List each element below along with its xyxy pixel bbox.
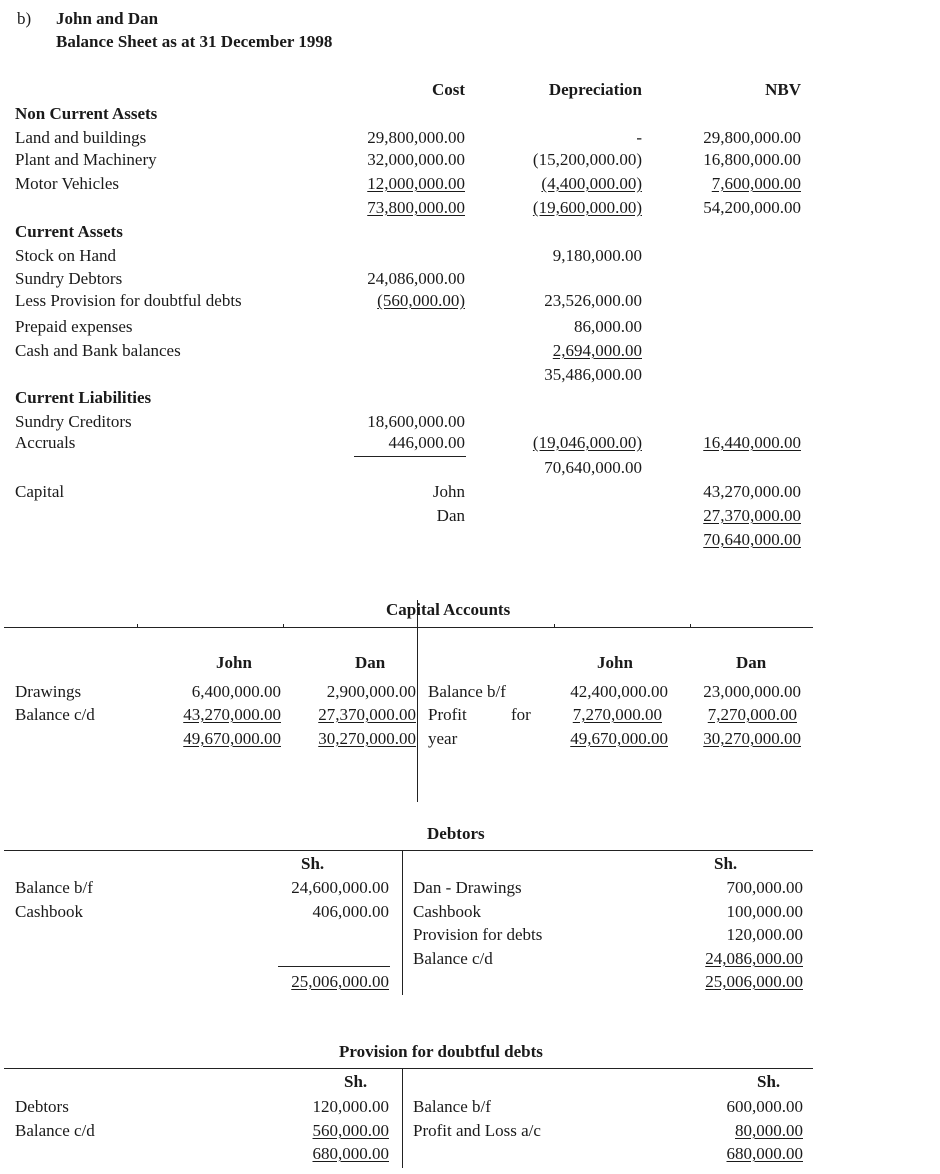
row-label: Balance c/d: [413, 949, 493, 968]
row-value: 560,000.00: [312, 1121, 389, 1140]
capital-john-value: 43,270,000.00: [703, 482, 801, 501]
dan-total: 30,270,000.00: [703, 729, 801, 748]
net-current-assets: 16,440,000.00: [703, 433, 801, 452]
col-header-depreciation: Depreciation: [548, 80, 642, 99]
row-value: 600,000.00: [726, 1097, 803, 1116]
row-label: Accruals: [15, 433, 76, 452]
subtotal-rule: [354, 456, 466, 457]
row-value: 24,086,000.00: [705, 949, 803, 968]
rule-tick: [554, 624, 555, 628]
row-value: 700,000.00: [726, 878, 803, 897]
row-label: Sundry Creditors: [15, 412, 132, 431]
row-label: Profit and Loss a/c: [413, 1121, 541, 1140]
row-label: Balance b/f: [413, 1097, 491, 1116]
cost-value: 32,000,000.00: [367, 150, 465, 169]
currency-label: Sh.: [714, 854, 738, 873]
row-label: Plant and Machinery: [15, 150, 157, 169]
rule-tick: [283, 624, 284, 628]
right-total: 25,006,000.00: [705, 972, 803, 991]
left-total: 680,000.00: [312, 1144, 389, 1163]
row-label: Drawings: [15, 682, 82, 701]
account-title: Debtors: [427, 824, 485, 843]
row-label: Balance b/f: [428, 682, 506, 701]
provision-value: (560,000.00): [377, 291, 465, 310]
cost-total: 73,800,000.00: [367, 198, 465, 217]
nbv-value: 7,600,000.00: [711, 174, 801, 193]
row-label: Land and buildings: [15, 128, 147, 147]
section-heading-non-current: Non Current Assets: [15, 104, 158, 123]
row-value: 80,000.00: [735, 1121, 803, 1140]
account-title: Capital Accounts: [386, 600, 511, 619]
row-label: Prepaid expenses: [15, 317, 133, 336]
row-label: Cashbook: [15, 902, 83, 921]
john-value: 6,400,000.00: [191, 682, 281, 701]
depreciation-value: (4,400,000.00): [541, 174, 642, 193]
john-value: 42,400,000.00: [570, 682, 668, 701]
nbv-value: 29,800,000.00: [703, 128, 801, 147]
john-total: 49,670,000.00: [570, 729, 668, 748]
row-value: 120,000.00: [726, 925, 803, 944]
depreciation-value: -: [636, 128, 642, 147]
net-debtors-value: 23,526,000.00: [544, 291, 642, 310]
currency-label: Sh.: [301, 854, 325, 873]
row-label: Debtors: [15, 1097, 69, 1116]
row-label: Motor Vehicles: [15, 174, 120, 193]
john-value: 43,270,000.00: [183, 705, 281, 724]
net-assets-value: 70,640,000.00: [544, 458, 642, 477]
t-account-top-rule: [4, 1068, 813, 1069]
col-header-john: John: [216, 653, 252, 672]
row-label: Stock on Hand: [15, 246, 117, 265]
rule-tick: [690, 624, 691, 628]
dan-value: 23,000,000.00: [703, 682, 801, 701]
depreciation-value: (15,200,000.00): [532, 150, 642, 169]
currency-label: Sh.: [757, 1072, 781, 1091]
dan-value: 27,370,000.00: [318, 705, 416, 724]
page-title: Balance Sheet as at 31 December 1998: [56, 32, 333, 51]
capital-total: 70,640,000.00: [703, 530, 801, 549]
row-label: Dan - Drawings: [413, 878, 522, 897]
rule-tick: [137, 624, 138, 628]
depreciation-total: (19,600,000.00): [532, 198, 642, 217]
t-account-top-rule: [4, 850, 813, 851]
row-label: Balance c/d: [15, 705, 95, 724]
dan-value: 7,270,000.00: [707, 705, 797, 724]
row-value: 24,600,000.00: [291, 878, 389, 897]
left-total: 25,006,000.00: [291, 972, 389, 991]
nbv-value: 16,800,000.00: [703, 150, 801, 169]
currency-label: Sh.: [344, 1072, 368, 1091]
cost-value: 12,000,000.00: [367, 174, 465, 193]
dan-value: 2,900,000.00: [326, 682, 416, 701]
row-label: Sundry Debtors: [15, 269, 123, 288]
col-header-nbv: NBV: [765, 80, 801, 99]
john-total: 49,670,000.00: [183, 729, 281, 748]
row-label: Balance b/f: [15, 878, 93, 897]
capital-dan-value: 27,370,000.00: [703, 506, 801, 525]
row-value: 100,000.00: [726, 902, 803, 921]
t-account-divider: [402, 1068, 403, 1168]
debtors-value: 24,086,000.00: [367, 269, 465, 288]
capital-label: Capital: [15, 482, 65, 501]
stock-value: 9,180,000.00: [552, 246, 642, 265]
row-label: Cashbook: [413, 902, 481, 921]
t-account-top-rule: [4, 627, 813, 628]
row-label: Provision for debts: [413, 925, 543, 944]
col-header-dan: Dan: [355, 653, 386, 672]
subtotal-rule: [278, 966, 390, 967]
row-label: Balance c/d: [15, 1121, 95, 1140]
part-label: b): [17, 9, 32, 28]
col-header-john: John: [597, 653, 633, 672]
section-heading-current-liabilities: Current Liabilities: [15, 388, 152, 407]
row-value: 406,000.00: [312, 902, 389, 921]
account-title: Provision for doubtful debts: [339, 1042, 543, 1061]
current-liabilities-total: (19,046,000.00): [532, 433, 642, 452]
capital-john-label: John: [432, 482, 465, 501]
firm-name: John and Dan: [56, 9, 159, 28]
cash-value: 2,694,000.00: [552, 341, 642, 360]
row-value: 120,000.00: [312, 1097, 389, 1116]
capital-dan-label: Dan: [436, 506, 465, 525]
dan-total: 30,270,000.00: [318, 729, 416, 748]
creditors-value: 18,600,000.00: [367, 412, 465, 431]
row-label: Less Provision for doubtful debts: [15, 291, 242, 310]
prepaid-value: 86,000.00: [574, 317, 642, 336]
row-label: Profit: [428, 705, 467, 724]
col-header-dan: Dan: [736, 653, 767, 672]
right-total: 680,000.00: [726, 1144, 803, 1163]
row-label: for: [511, 705, 531, 724]
accruals-value: 446,000.00: [388, 433, 465, 452]
t-account-divider: [417, 600, 418, 802]
john-value: 7,270,000.00: [572, 705, 662, 724]
row-label: year: [428, 729, 458, 748]
t-account-divider: [402, 850, 403, 995]
cost-value: 29,800,000.00: [367, 128, 465, 147]
section-heading-current-assets: Current Assets: [15, 222, 123, 241]
row-label: Cash and Bank balances: [15, 341, 181, 360]
col-header-cost: Cost: [431, 80, 465, 99]
nbv-total: 54,200,000.00: [703, 198, 801, 217]
current-assets-total: 35,486,000.00: [544, 365, 642, 384]
